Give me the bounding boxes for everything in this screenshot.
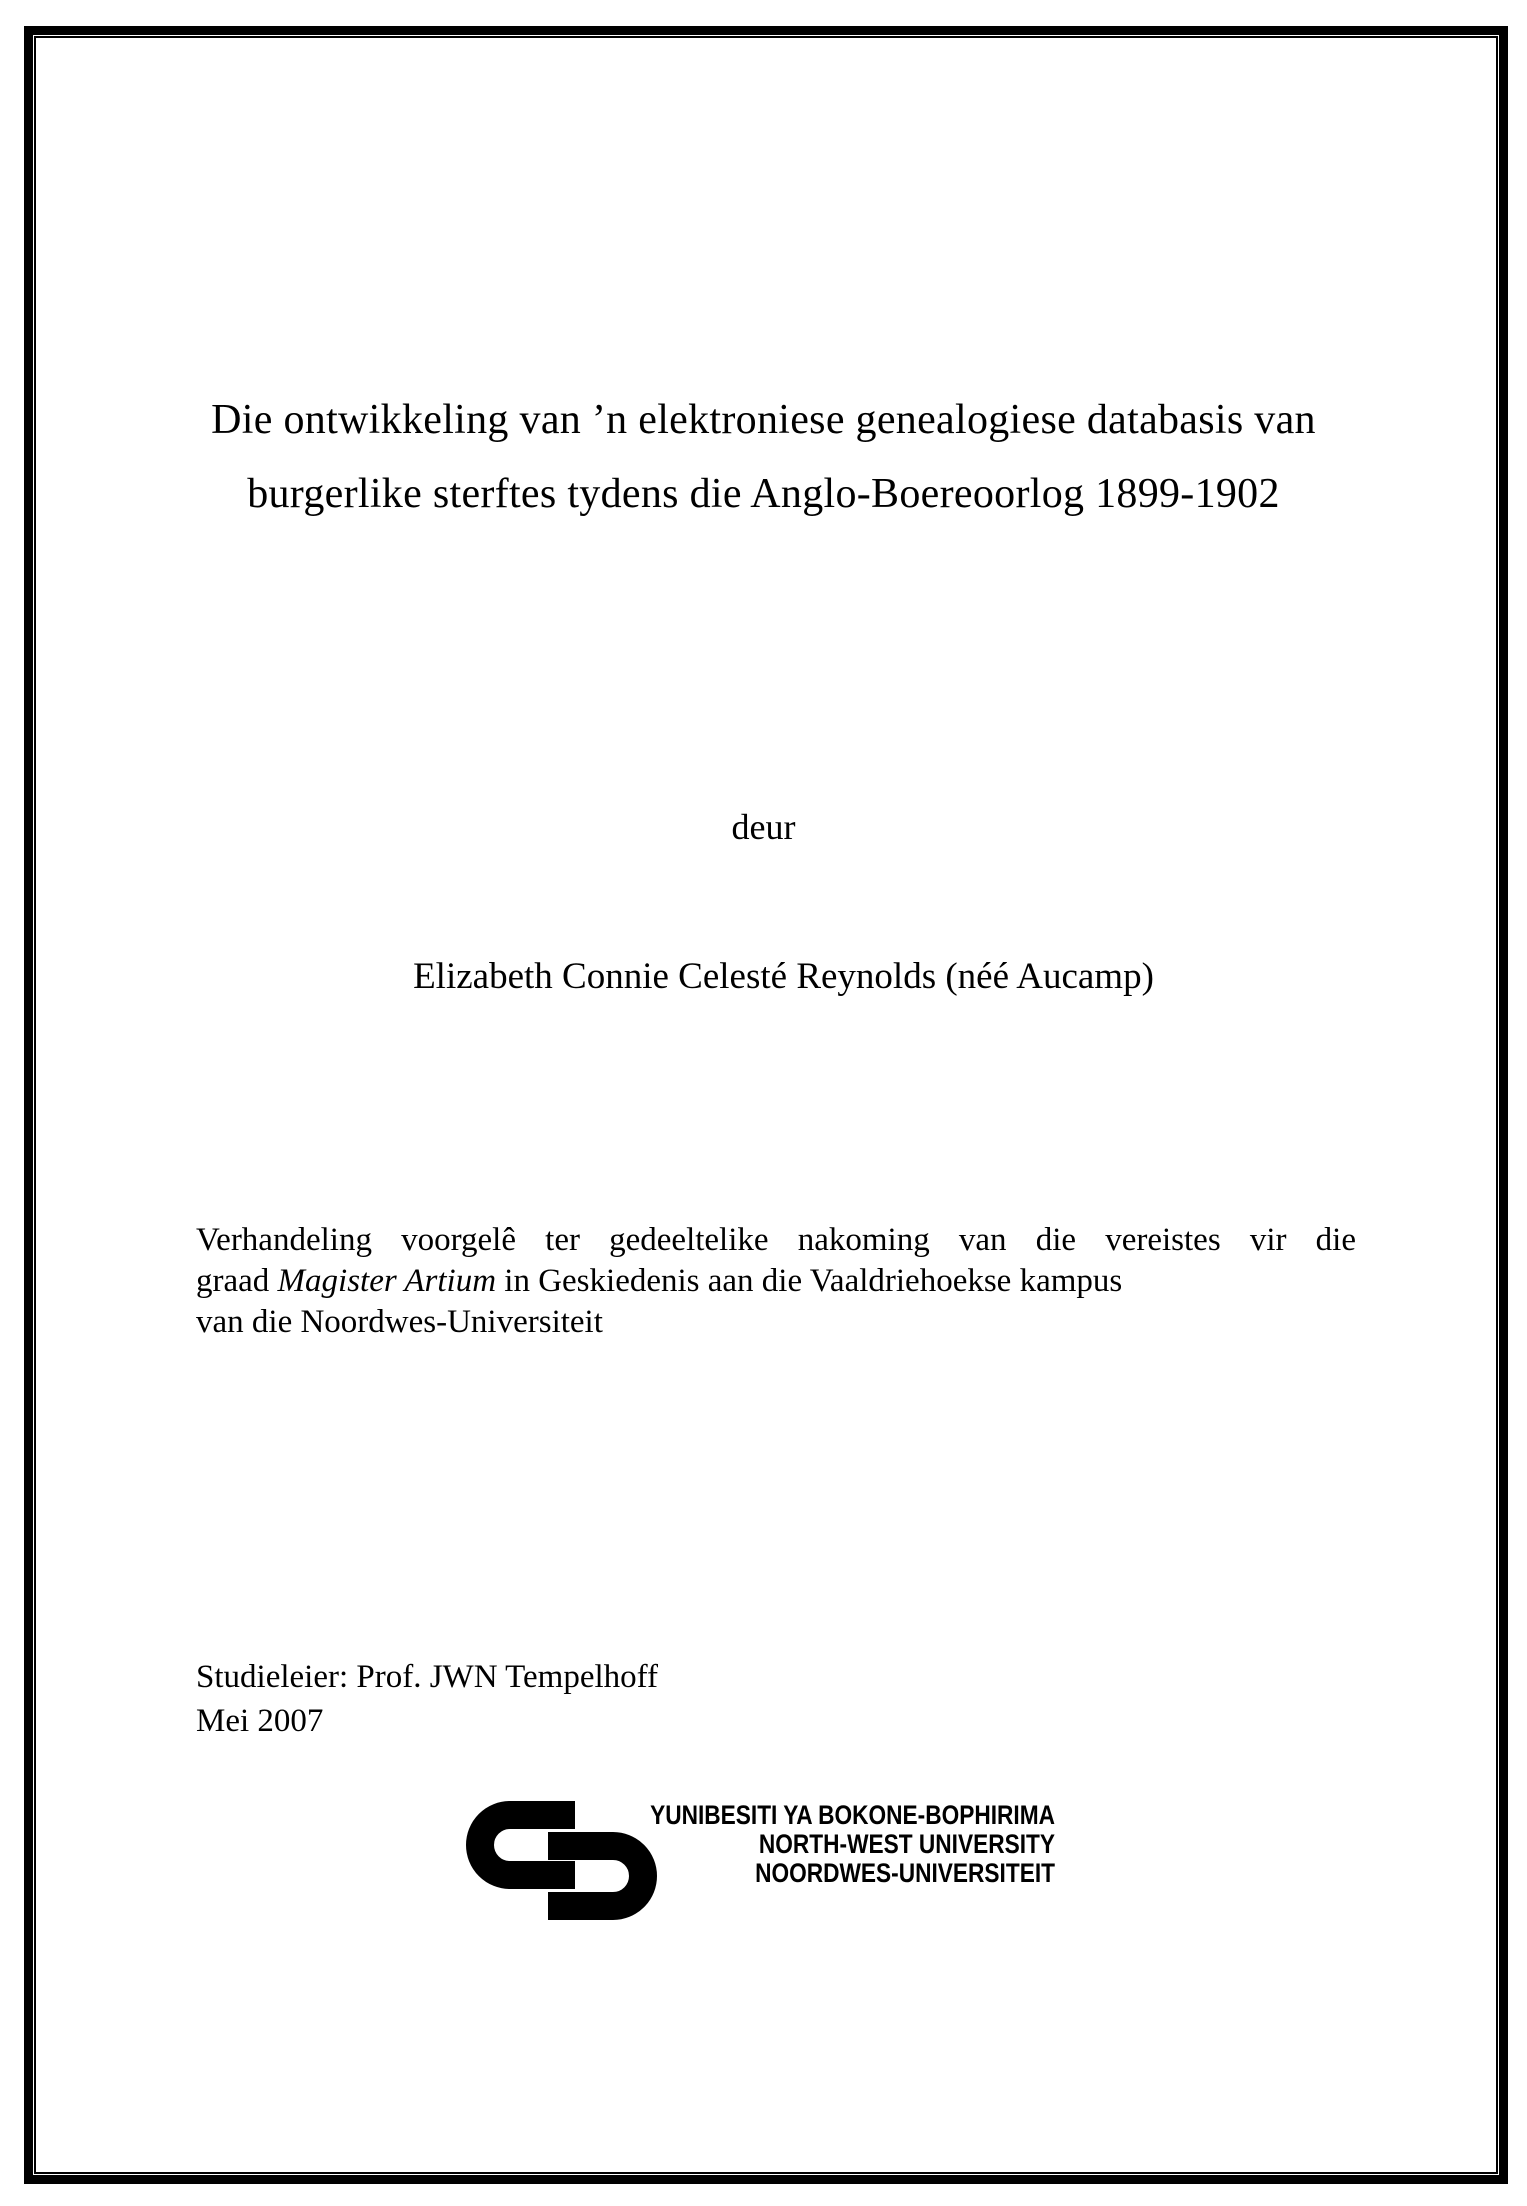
statement-line-1: Verhandeling voorgelê ter gedeeltelike nakoming van die vereistes vir die (196, 1222, 1356, 1258)
title-line-1: Die ontwikkeling van ’n elektroniese genealogiese databasis van (211, 397, 1316, 443)
supervisor-block (196, 1655, 1196, 1743)
logo-line-english: NORTH-WEST UNIVERSITY (758, 1829, 1055, 1859)
logo-line-afrikaans: NOORDWES-UNIVERSITEIT (755, 1858, 1055, 1888)
date-line: Mei 2007 (196, 1703, 324, 1739)
statement-line-2-suffix: in Geskiedenis aan die Vaaldriehoekse kampus (496, 1263, 1123, 1299)
statement-line-3: van die Noordwes-Universiteit (196, 1304, 603, 1340)
nwu-logo-text (638, 1801, 1055, 1888)
title-line-2: burgerlike sterftes tydens die Anglo-Boereoorlog 1899-1902 (247, 471, 1280, 517)
statement-line-2 (196, 1261, 1356, 1302)
statement-line-2-prefix: graad (196, 1263, 278, 1299)
statement-degree-name: Magister Artium (277, 1263, 497, 1299)
author-name: Elizabeth Connie Celesté Reynolds (néé Aucamp) (413, 956, 1154, 997)
byline-label: deur (731, 807, 796, 847)
degree-statement (196, 1220, 1356, 1343)
thesis-title (60, 383, 1467, 531)
logo-line-setswana: YUNIBESITI YA BOKONE-BOPHIRIMA (650, 1800, 1055, 1830)
supervisor-line: Studieleier: Prof. JWN Tempelhoff (196, 1659, 659, 1695)
nwu-logo-mark-icon (465, 1800, 658, 1921)
